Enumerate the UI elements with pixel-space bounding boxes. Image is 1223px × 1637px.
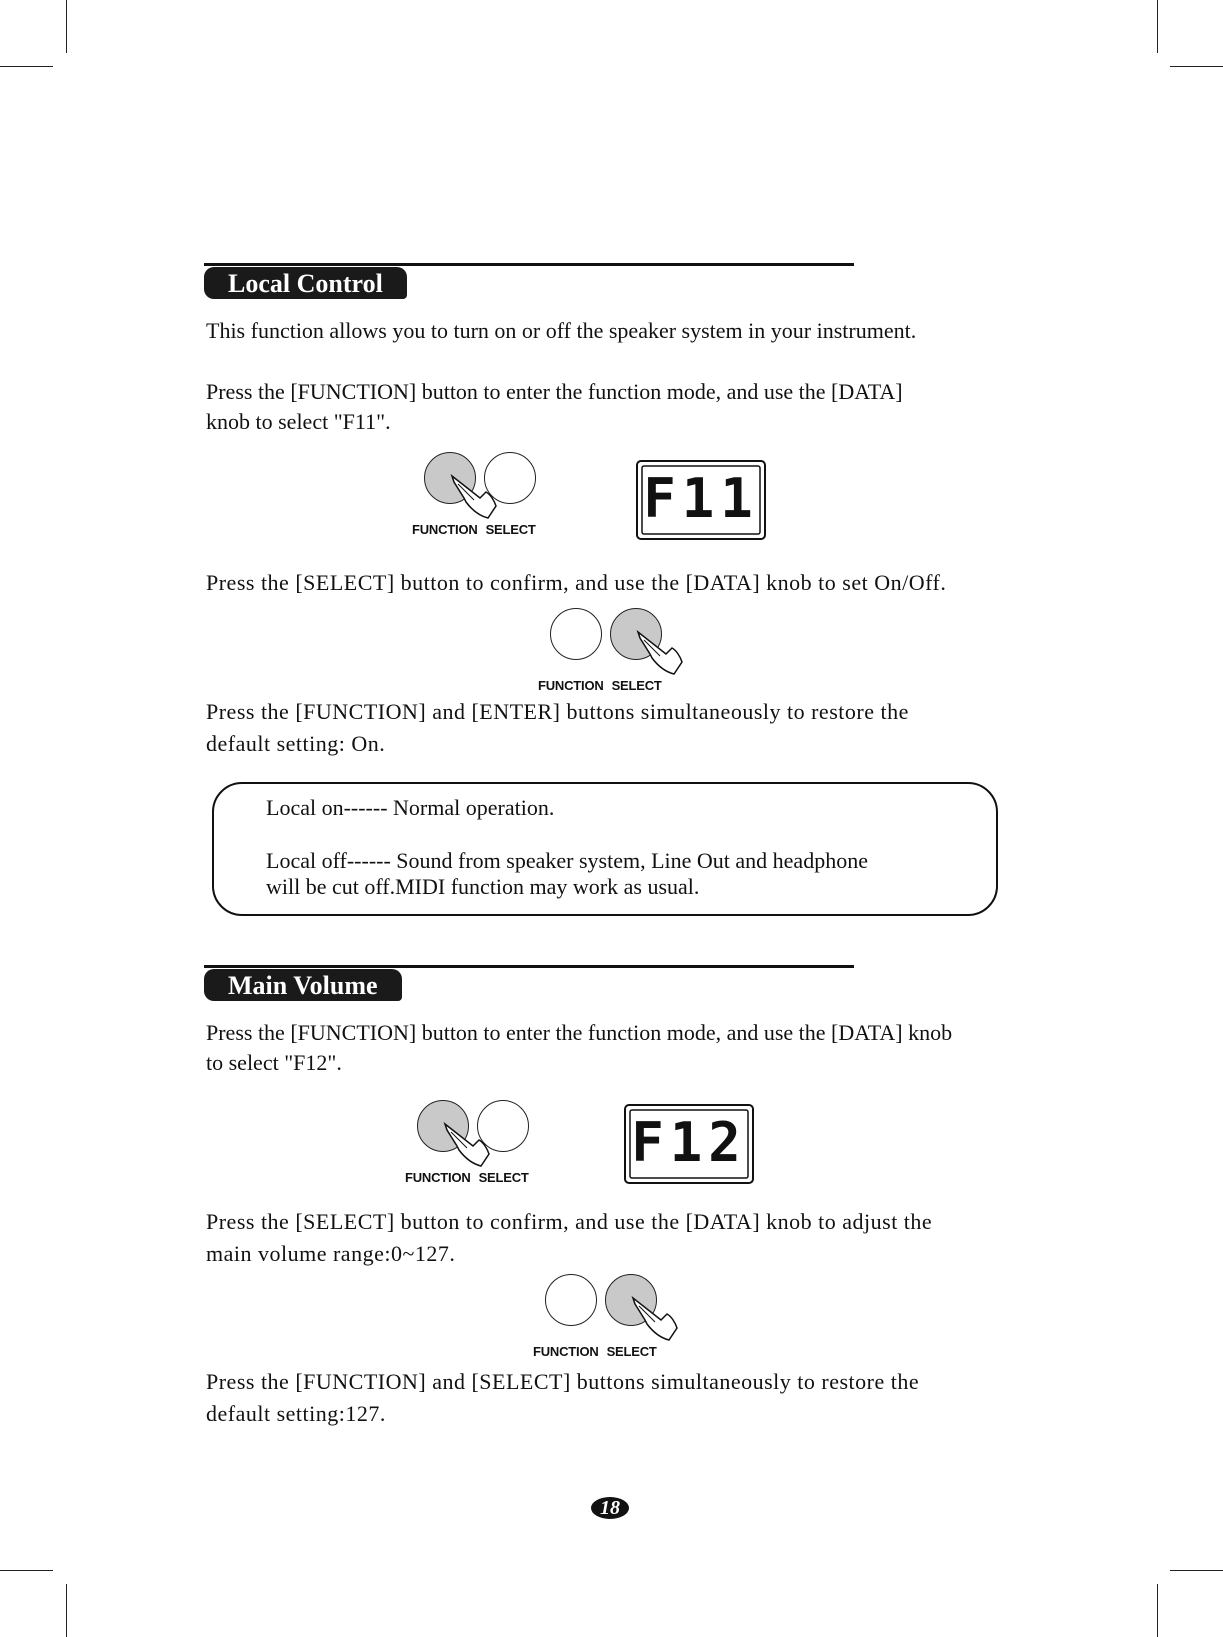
function-label: FUNCTION (533, 1344, 599, 1359)
note-text: will be cut off.MIDI function may work as usual. (266, 874, 700, 899)
section-rule (204, 965, 854, 968)
section-title: Local Control (204, 267, 407, 299)
lcd-display (636, 460, 766, 540)
function-label: FUNCTION (405, 1170, 471, 1185)
crop-mark (1170, 1570, 1223, 1571)
note-text: Local on------ Normal operation. (266, 795, 555, 820)
lcd-display (624, 1104, 754, 1184)
lcd-code: F12 (631, 1111, 747, 1174)
button-labels (538, 678, 678, 693)
function-select-buttons (412, 452, 542, 542)
intro-text: This function allows you to turn on or off the speaker system in your instrument. (206, 318, 917, 343)
section-header-local-control (204, 263, 854, 299)
pointing-hand-icon (443, 1120, 493, 1168)
pointing-hand-icon (450, 472, 500, 520)
step-text: Press the [FUNCTION] and [SELECT] buttons simultaneously to restore the (206, 1369, 920, 1394)
crop-mark (0, 1570, 53, 1571)
function-select-buttons (538, 608, 668, 698)
select-label: SELECT (478, 1170, 529, 1185)
note-text: Local off------ Sound from speaker system, Line Out and headphone (266, 848, 868, 873)
function-select-buttons (533, 1274, 663, 1364)
step-text: Press the [SELECT] button to confirm, and use the [DATA] knob to set On/Off. (206, 570, 947, 595)
button-labels (412, 522, 552, 537)
select-label: SELECT (606, 1344, 657, 1359)
step-text: Press the [SELECT] button to confirm, and use the [DATA] knob to adjust the (206, 1209, 933, 1234)
select-label: SELECT (611, 678, 662, 693)
crop-mark (0, 66, 53, 67)
note-box (212, 782, 998, 916)
crop-mark (1157, 0, 1158, 53)
step-text: knob to select "F11". (206, 409, 391, 434)
crop-mark (66, 1584, 67, 1637)
step-text: Press the [FUNCTION] button to enter the function mode, and use the [DATA] knob (206, 1020, 953, 1045)
crop-mark (1170, 66, 1223, 67)
step-text: Press the [FUNCTION] button to enter the function mode, and use the [DATA] (206, 379, 903, 404)
button-labels (533, 1344, 673, 1359)
button-labels (405, 1170, 545, 1185)
crop-mark (1157, 1584, 1158, 1637)
function-button (545, 1274, 597, 1326)
pointing-hand-icon (636, 628, 686, 676)
pointing-hand-icon (631, 1294, 681, 1342)
crop-mark (66, 0, 67, 53)
step-text: Press the [FUNCTION] and [ENTER] buttons simultaneously to restore the (206, 699, 909, 724)
function-button (550, 608, 602, 660)
step-text: to select "F12". (206, 1050, 342, 1075)
section-title: Main Volume (204, 969, 402, 1001)
step-text: default setting:127. (206, 1401, 386, 1426)
function-select-buttons (405, 1100, 535, 1190)
section-header-main-volume (204, 965, 854, 1001)
lcd-code: F11 (643, 467, 759, 530)
step-text: default setting: On. (206, 731, 386, 756)
section-rule (204, 263, 854, 266)
function-label: FUNCTION (538, 678, 604, 693)
select-label: SELECT (485, 522, 536, 537)
page-number (590, 1496, 630, 1520)
page-number-text: 18 (600, 1497, 620, 1519)
function-label: FUNCTION (412, 522, 478, 537)
step-text: main volume range:0~127. (206, 1241, 456, 1266)
